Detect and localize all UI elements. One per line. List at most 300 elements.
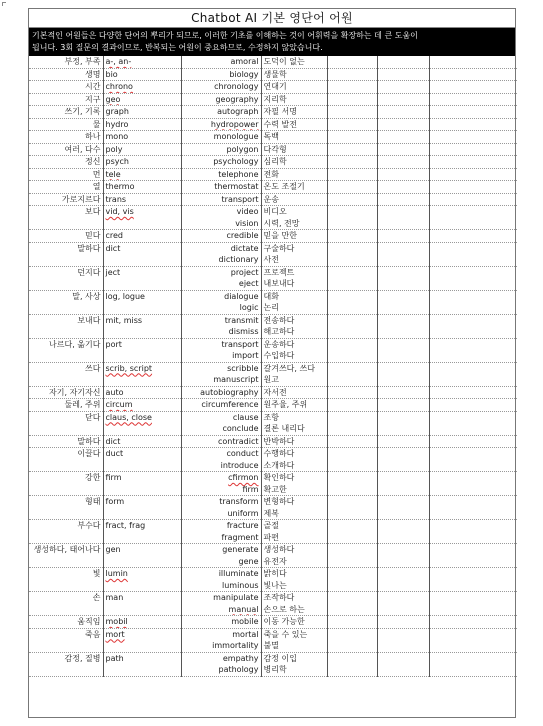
word-cell-text: illuminate — [218, 569, 259, 578]
korean-cell-text: 대화 — [263, 291, 279, 301]
empty-cell — [327, 230, 377, 243]
root-cell-text: graph — [105, 107, 129, 116]
empty-cell — [429, 56, 517, 68]
table-row — [29, 193, 517, 206]
meaning-cell-text: 여러, 다수 — [64, 144, 101, 154]
empty-cell — [429, 628, 517, 652]
korean-cell — [261, 520, 327, 544]
empty-cell — [377, 362, 429, 386]
empty-cell — [327, 448, 377, 472]
root-cell — [103, 266, 181, 290]
empty-cell — [377, 56, 429, 68]
root-cell-text: mobil — [105, 617, 128, 626]
empty-cell — [327, 411, 377, 435]
root-cell — [103, 568, 181, 592]
root-cell — [103, 338, 181, 362]
empty-cell — [377, 168, 429, 181]
empty-cell — [429, 242, 517, 266]
root-cell — [103, 652, 181, 676]
root-cell-text: poly — [105, 144, 123, 154]
root-cell-text: psych — [105, 157, 129, 166]
korean-cell — [261, 290, 327, 314]
page-title: Chatbot AI 기본 영단어 어원 — [29, 9, 515, 28]
empty-cell — [327, 106, 377, 119]
word-cell-text: amoral — [230, 57, 259, 66]
root-cell-text: cred — [105, 231, 124, 240]
table-row — [29, 266, 517, 290]
word-cell — [181, 314, 261, 338]
empty-cell — [327, 181, 377, 194]
meaning-cell — [29, 568, 103, 592]
korean-cell — [261, 472, 327, 496]
root-cell-text: mit, miss — [105, 315, 143, 325]
empty-cell — [327, 435, 377, 448]
korean-cell-text: 심리학 — [263, 157, 287, 166]
empty-cell — [327, 131, 377, 144]
empty-cell — [327, 266, 377, 290]
root-cell — [103, 206, 181, 230]
root-cell — [103, 106, 181, 119]
root-cell — [103, 592, 181, 616]
korean-cell — [261, 399, 327, 412]
word-cell-text: uniform — [227, 508, 259, 518]
table-row — [29, 399, 517, 412]
meaning-cell-text: 부수다 — [77, 521, 101, 530]
korean-cell-text: 온도 조절기 — [263, 182, 305, 191]
table-row — [29, 118, 517, 131]
korean-cell — [261, 411, 327, 435]
root-cell-text: bio — [105, 69, 118, 79]
empty-cell — [327, 193, 377, 206]
empty-cell — [377, 628, 429, 652]
word-cell — [181, 193, 261, 206]
word-cell-text: contradict — [217, 436, 259, 446]
root-cell-text: log, logue — [105, 291, 145, 301]
word-cell-text: monologue — [213, 132, 259, 141]
meaning-cell-text: 던지다 — [77, 267, 101, 277]
empty-cell — [377, 266, 429, 290]
empty-cell — [377, 290, 429, 314]
empty-cell — [327, 314, 377, 338]
empty-cell — [429, 472, 517, 496]
korean-cell — [261, 628, 327, 652]
empty-cell — [377, 81, 429, 94]
empty-cell — [377, 93, 429, 106]
word-cell-text: import — [232, 351, 259, 360]
word-cell — [181, 93, 261, 106]
root-cell-text: geo — [105, 94, 121, 104]
empty-cell — [327, 143, 377, 156]
word-cell-text: conclude — [222, 424, 259, 433]
empty-cell — [377, 338, 429, 362]
table-row — [29, 616, 517, 629]
meaning-cell-text: 쓰다 — [85, 363, 101, 373]
word-cell — [181, 435, 261, 448]
korean-cell — [261, 386, 327, 399]
korean-cell — [261, 81, 327, 94]
empty-cell — [429, 338, 517, 362]
empty-cell — [429, 156, 517, 169]
word-cell — [181, 338, 261, 362]
root-cell — [103, 242, 181, 266]
root-cell-text: trans — [105, 194, 127, 204]
word-cell-text: circumference — [201, 400, 259, 409]
root-cell-text: mort — [105, 629, 125, 639]
korean-cell — [261, 118, 327, 131]
empty-cell — [377, 448, 429, 472]
empty-cell — [327, 652, 377, 676]
korean-cell — [261, 616, 327, 629]
korean-cell-text: 원고 — [263, 375, 279, 384]
word-cell-text: transmit — [224, 315, 259, 325]
empty-cell — [429, 544, 517, 568]
word-cell-text: transport — [221, 194, 259, 204]
meaning-cell — [29, 338, 103, 362]
word-cell — [181, 399, 261, 412]
empty-cell — [327, 592, 377, 616]
table-row — [29, 156, 517, 169]
meaning-cell-text: 생명 — [85, 69, 101, 79]
empty-cell — [327, 156, 377, 169]
meaning-cell-text: 죽음 — [85, 629, 101, 639]
empty-cell — [429, 652, 517, 676]
empty-cell — [377, 544, 429, 568]
root-cell-text: path — [105, 653, 124, 663]
empty-cell — [327, 544, 377, 568]
korean-cell-text: 생성하다 — [263, 545, 295, 554]
root-cell — [103, 399, 181, 412]
word-cell-text: logic — [239, 303, 259, 312]
meaning-cell — [29, 168, 103, 181]
korean-cell — [261, 496, 327, 520]
root-cell-text: dict — [105, 436, 121, 446]
empty-cell — [377, 386, 429, 399]
word-cell — [181, 143, 261, 156]
table-row — [29, 230, 517, 243]
meaning-cell-text: 하나 — [85, 132, 101, 141]
meaning-cell — [29, 435, 103, 448]
meaning-cell — [29, 242, 103, 266]
word-cell-text: polygon — [226, 144, 259, 154]
word-cell-text: manipulate — [213, 593, 259, 602]
korean-cell-text: 비디오 — [263, 207, 287, 216]
table-row — [29, 386, 517, 399]
meaning-cell-text: 생성하다, 태어나다 — [33, 545, 101, 554]
meaning-cell-text: 손 — [92, 593, 101, 602]
korean-cell-text: 소개하다 — [263, 460, 295, 470]
meaning-cell — [29, 314, 103, 338]
root-cell — [103, 93, 181, 106]
word-cell — [181, 242, 261, 266]
empty-cell — [327, 399, 377, 412]
empty-cell — [327, 242, 377, 266]
word-cell — [181, 592, 261, 616]
empty-cell — [429, 118, 517, 131]
meaning-cell-text: 움직임 — [77, 617, 101, 626]
table-row — [29, 68, 517, 81]
korean-cell-text: 논리 — [263, 303, 279, 312]
empty-cell — [377, 435, 429, 448]
empty-cell — [327, 362, 377, 386]
root-cell-text: dict — [105, 243, 121, 253]
korean-cell — [261, 68, 327, 81]
root-cell-text: duct — [105, 449, 124, 458]
korean-cell-text: 연대기 — [263, 82, 287, 91]
table-row — [29, 472, 517, 496]
empty-cell — [327, 616, 377, 629]
korean-cell-text: 구술하다 — [263, 243, 295, 253]
empty-cell — [377, 592, 429, 616]
meaning-cell — [29, 106, 103, 119]
root-cell — [103, 56, 181, 68]
korean-cell — [261, 131, 327, 144]
root-cell-text: fract, frag — [105, 521, 146, 530]
meaning-cell — [29, 266, 103, 290]
empty-cell — [327, 118, 377, 131]
root-cell — [103, 314, 181, 338]
empty-cell — [429, 448, 517, 472]
meaning-cell-text: 강한 — [85, 473, 101, 482]
meaning-cell — [29, 544, 103, 568]
korean-cell — [261, 338, 327, 362]
word-cell — [181, 106, 261, 119]
word-cell-text: mobile — [231, 617, 259, 626]
table-row — [29, 628, 517, 652]
table-row — [29, 568, 517, 592]
empty-cell — [429, 386, 517, 399]
empty-cell — [429, 206, 517, 230]
root-cell — [103, 448, 181, 472]
korean-cell-text: 확고한 — [263, 484, 287, 494]
empty-cell — [429, 362, 517, 386]
empty-cell — [429, 290, 517, 314]
root-cell-text: lumin — [105, 569, 128, 578]
korean-cell — [261, 242, 327, 266]
meaning-cell-text: 먼 — [92, 169, 101, 179]
korean-cell-text: 운송하다 — [263, 339, 295, 349]
korean-cell — [261, 193, 327, 206]
meaning-cell — [29, 118, 103, 131]
meaning-cell — [29, 448, 103, 472]
table-body — [29, 56, 517, 676]
word-cell-text: eject — [238, 279, 259, 288]
empty-cell — [377, 106, 429, 119]
meaning-cell-text: 지구 — [85, 94, 101, 104]
root-cell — [103, 386, 181, 399]
word-cell — [181, 386, 261, 399]
word-cell-text: video — [236, 207, 259, 216]
word-cell — [181, 81, 261, 94]
meaning-cell — [29, 143, 103, 156]
empty-cell — [429, 193, 517, 206]
empty-cell — [327, 628, 377, 652]
korean-cell — [261, 156, 327, 169]
empty-cell — [429, 520, 517, 544]
intro-line: 됩니다. 3회 질문의 결과이므로, 반복되는 어원이 중요하므로, 수정하지 않았습니다. — [32, 43, 323, 52]
word-cell — [181, 266, 261, 290]
korean-cell-text: 수입하다 — [263, 351, 295, 360]
empty-cell — [377, 131, 429, 144]
empty-cell — [377, 242, 429, 266]
word-cell — [181, 290, 261, 314]
korean-cell-text: 사전 — [263, 255, 279, 264]
empty-cell — [327, 386, 377, 399]
meaning-cell-text: 열 — [92, 182, 101, 191]
empty-cell — [327, 168, 377, 181]
meaning-cell — [29, 362, 103, 386]
root-cell — [103, 362, 181, 386]
korean-cell-text: 파편 — [263, 532, 279, 542]
word-cell — [181, 472, 261, 496]
korean-cell-text: 병리학 — [263, 665, 287, 674]
table-row — [29, 143, 517, 156]
empty-cell — [327, 206, 377, 230]
word-cell-text: luminous — [221, 580, 259, 590]
meaning-cell-text: 보내다 — [77, 315, 101, 325]
meaning-cell-text: 닫다 — [85, 412, 101, 422]
korean-cell — [261, 181, 327, 194]
empty-cell — [429, 411, 517, 435]
meaning-cell — [29, 520, 103, 544]
empty-cell — [377, 411, 429, 435]
word-cell — [181, 68, 261, 81]
word-cell-text: fracture — [226, 521, 259, 530]
word-cell-text: mortal — [232, 629, 259, 639]
root-cell-text: man — [105, 593, 124, 602]
etymology-table — [29, 56, 517, 677]
table-row — [29, 592, 517, 616]
intro-line: 기본적인 어원들은 다양한 단어의 뿌리가 되므로, 이러한 기초를 이해하는 것이 어휘력을 확장하는 데 큰 도움이 — [32, 31, 418, 40]
table-row — [29, 314, 517, 338]
root-cell-text: thermo — [105, 182, 135, 191]
word-cell-text: psychology — [213, 157, 259, 166]
word-cell-text: transform — [219, 497, 259, 506]
root-cell — [103, 168, 181, 181]
korean-cell — [261, 544, 327, 568]
meaning-cell-text: 이끌다 — [77, 449, 101, 458]
root-cell — [103, 143, 181, 156]
table-row — [29, 435, 517, 448]
meaning-cell-text: 말하다 — [77, 436, 101, 446]
meaning-cell-text: 보다 — [85, 207, 101, 216]
word-cell-text: manual — [228, 604, 259, 614]
meaning-cell-text: 빛 — [92, 569, 101, 578]
empty-cell — [377, 616, 429, 629]
meaning-cell — [29, 652, 103, 676]
korean-cell — [261, 435, 327, 448]
root-cell — [103, 628, 181, 652]
empty-cell — [377, 472, 429, 496]
word-cell-text: autobiography — [200, 387, 259, 397]
empty-cell — [429, 181, 517, 194]
meaning-cell — [29, 411, 103, 435]
empty-cell — [429, 592, 517, 616]
root-cell — [103, 81, 181, 94]
korean-cell-text: 불멸 — [263, 641, 279, 650]
root-cell-text: mono — [105, 132, 129, 141]
table-row — [29, 56, 517, 68]
word-cell-text: geography — [215, 94, 259, 104]
korean-cell-text: 수행하다 — [263, 449, 295, 458]
intro-paragraph — [29, 28, 515, 56]
word-cell-text: gene — [238, 556, 259, 566]
empty-cell — [327, 496, 377, 520]
korean-cell-text: 해고하다 — [263, 327, 295, 336]
meaning-cell — [29, 616, 103, 629]
word-cell-text: hydropower — [210, 119, 259, 129]
root-cell — [103, 411, 181, 435]
meaning-cell — [29, 386, 103, 399]
empty-cell — [377, 230, 429, 243]
empty-cell — [429, 266, 517, 290]
word-cell-text: telephone — [218, 169, 259, 179]
korean-cell-text: 결론 내리다 — [263, 424, 305, 433]
korean-cell — [261, 362, 327, 386]
empty-cell — [429, 68, 517, 81]
korean-cell-text: 골절 — [263, 521, 279, 530]
word-cell — [181, 156, 261, 169]
korean-cell — [261, 106, 327, 119]
korean-cell — [261, 143, 327, 156]
meaning-cell-text: 쓰기, 기록 — [64, 107, 101, 116]
korean-cell — [261, 568, 327, 592]
empty-cell — [377, 156, 429, 169]
root-cell — [103, 290, 181, 314]
korean-cell-text: 생물학 — [263, 69, 287, 79]
meaning-cell — [29, 206, 103, 230]
korean-cell-text: 프로젝트 — [263, 267, 295, 277]
korean-cell-text: 유전자 — [263, 556, 287, 566]
word-cell — [181, 616, 261, 629]
empty-cell — [377, 143, 429, 156]
empty-cell — [429, 314, 517, 338]
empty-cell — [377, 652, 429, 676]
meaning-cell-text: 형태 — [85, 497, 101, 506]
empty-cell — [429, 106, 517, 119]
word-cell — [181, 168, 261, 181]
empty-cell — [377, 68, 429, 81]
root-cell-text: chrono — [105, 82, 133, 91]
word-cell — [181, 206, 261, 230]
meaning-cell — [29, 290, 103, 314]
empty-cell — [327, 568, 377, 592]
korean-cell-text: 자서전 — [263, 387, 287, 397]
root-cell-text: auto — [105, 387, 124, 397]
korean-cell-text: 조작하다 — [263, 593, 295, 602]
korean-cell — [261, 266, 327, 290]
table-row — [29, 93, 517, 106]
word-cell-text: credible — [226, 231, 259, 240]
meaning-cell-text: 나르다, 옮기다 — [49, 339, 101, 349]
word-cell-text: cfirmon — [228, 473, 259, 482]
word-cell — [181, 411, 261, 435]
empty-cell — [429, 168, 517, 181]
korean-cell — [261, 448, 327, 472]
korean-cell — [261, 56, 327, 68]
root-cell-text: gen — [105, 545, 121, 554]
word-cell — [181, 652, 261, 676]
table-row — [29, 544, 517, 568]
word-cell-text: fragment — [221, 532, 259, 542]
meaning-cell — [29, 472, 103, 496]
root-cell — [103, 230, 181, 243]
empty-cell — [429, 93, 517, 106]
empty-cell — [377, 118, 429, 131]
empty-cell — [327, 472, 377, 496]
korean-cell — [261, 592, 327, 616]
korean-cell-text: 독백 — [263, 132, 279, 141]
root-cell-text: hydro — [105, 119, 129, 129]
